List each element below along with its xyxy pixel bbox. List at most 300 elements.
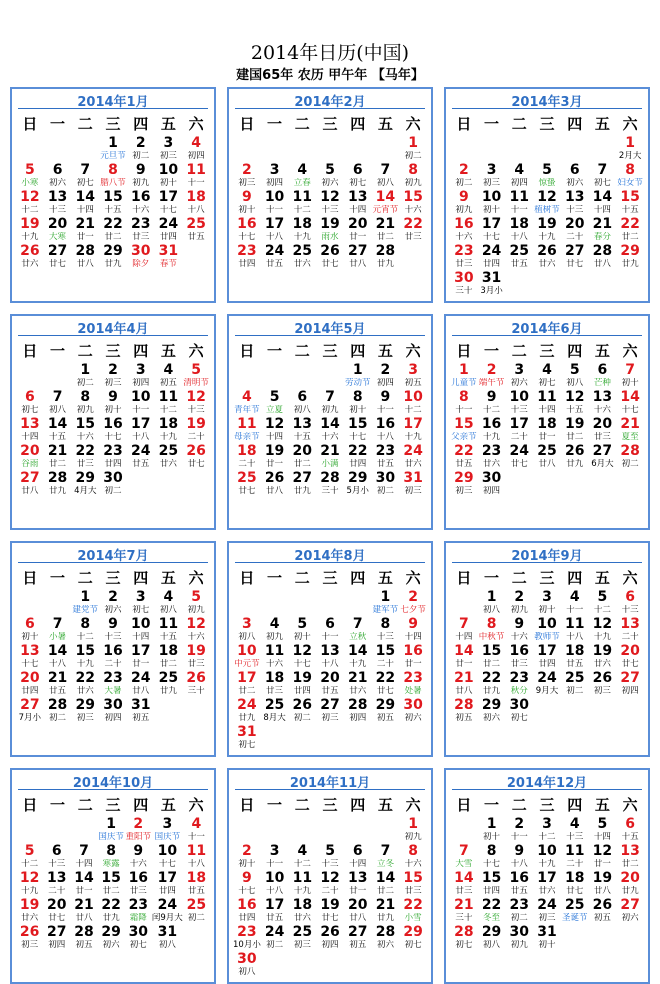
weekday-label: 三 <box>539 342 555 360</box>
day-cell <box>372 244 400 271</box>
weekday-label: 六 <box>622 796 638 814</box>
day-cell <box>99 163 127 190</box>
day-cell <box>288 471 316 498</box>
lunar-label: 十六 <box>404 205 422 215</box>
day-number: 25 <box>264 697 285 713</box>
lunar-label: 廿九 <box>376 259 394 269</box>
day-cell <box>288 444 316 471</box>
weekday-label: 二 <box>511 342 527 360</box>
day-cell <box>450 444 478 471</box>
lunar-label: 廿七 <box>187 459 205 469</box>
lunar-label: 廿六 <box>538 886 556 896</box>
day-grid <box>233 817 427 979</box>
day-number: 20 <box>320 670 340 686</box>
day-number: 8 <box>625 162 635 178</box>
day-cell <box>478 644 506 671</box>
day-cell <box>589 644 617 671</box>
lunar-label: 初十 <box>483 832 501 842</box>
weekday-label: 三 <box>539 569 555 587</box>
day-number: 3 <box>408 362 418 378</box>
day-cell <box>372 444 400 471</box>
day-number: 18 <box>564 870 585 886</box>
day-cell <box>152 925 183 952</box>
day-number: 11 <box>186 162 206 178</box>
lunar-label: 十七 <box>238 232 256 242</box>
lunar-label: 廿二 <box>49 459 67 469</box>
day-cell <box>16 898 43 925</box>
lunar-label: 十四 <box>455 632 473 642</box>
day-number: 8 <box>486 616 497 632</box>
day-cell <box>505 898 533 925</box>
day-number: 24 <box>130 670 151 686</box>
day-number: 8 <box>106 843 116 859</box>
day-number: 21 <box>75 216 96 232</box>
lunar-label: 初四 <box>510 178 528 188</box>
day-cell <box>16 163 44 190</box>
lunar-label: 初四 <box>104 713 122 723</box>
day-number: 28 <box>320 470 340 486</box>
day-number: 17 <box>264 897 285 913</box>
month-title-underline <box>452 335 642 336</box>
lunar-label: 初十 <box>159 178 177 188</box>
month-title-underline <box>18 335 208 336</box>
day-number: 23 <box>375 443 396 459</box>
day-number: 24 <box>157 897 178 913</box>
lunar-label: 二十 <box>376 659 394 669</box>
lunar-label: 廿一 <box>132 659 150 669</box>
lunar-label: 初二 <box>404 151 422 161</box>
day-number: 27 <box>348 924 368 940</box>
day-cell <box>71 190 99 217</box>
day-cell <box>71 444 99 471</box>
day-number: 26 <box>537 243 557 259</box>
day-grid <box>450 363 644 498</box>
day-cell <box>99 363 127 390</box>
lunar-label: 十九 <box>76 659 94 669</box>
lunar-label: 初十 <box>238 205 256 215</box>
lunar-label: 廿一 <box>76 232 94 242</box>
day-number: 9 <box>486 389 497 405</box>
day-cell <box>450 363 478 390</box>
empty-cell <box>289 817 317 844</box>
day-cell <box>70 844 97 871</box>
day-number: 21 <box>454 897 474 913</box>
lunar-label: 初二 <box>621 459 639 469</box>
day-cell <box>288 698 316 725</box>
day-cell <box>261 671 289 698</box>
day-number: 24 <box>481 243 502 259</box>
day-number: 6 <box>352 843 363 859</box>
lunar-label: 廿四 <box>349 459 367 469</box>
day-number: 17 <box>264 216 285 232</box>
day-cell <box>561 898 589 925</box>
day-number: 18 <box>292 897 313 913</box>
day-cell <box>344 925 372 952</box>
day-number: 15 <box>103 189 123 205</box>
day-cell <box>616 644 644 671</box>
day-cell <box>70 925 97 952</box>
day-cell <box>399 471 427 498</box>
day-number: 7 <box>352 616 363 632</box>
day-number: 9 <box>241 189 252 205</box>
day-number: 1 <box>408 816 419 832</box>
day-cell <box>478 417 506 444</box>
day-number: 19 <box>320 216 340 232</box>
day-cell <box>44 417 72 444</box>
lunar-label: 初十 <box>21 632 39 642</box>
day-cell <box>316 898 344 925</box>
day-cell <box>233 925 261 952</box>
day-number: 10 <box>481 189 502 205</box>
empty-cell <box>344 817 372 844</box>
day-number: 30 <box>103 470 123 486</box>
day-number: 14 <box>47 643 68 659</box>
day-number: 21 <box>347 670 368 686</box>
lunar-label: 廿一 <box>349 232 367 242</box>
day-cell <box>450 390 478 417</box>
lunar-label: 立春 <box>293 178 311 188</box>
day-number: 7 <box>52 616 63 632</box>
day-cell <box>152 844 183 871</box>
day-number: 18 <box>158 416 179 432</box>
lunar-label: 初九 <box>132 178 150 188</box>
day-number: 3 <box>162 816 173 832</box>
day-cell <box>155 617 183 644</box>
month-block <box>444 87 650 303</box>
empty-cell <box>505 136 533 163</box>
day-cell <box>450 644 478 671</box>
day-cell <box>372 844 400 871</box>
day-number: 2 <box>242 843 252 859</box>
lunar-label: 妇女节 <box>617 178 643 188</box>
day-cell <box>155 671 183 698</box>
day-cell <box>316 390 344 417</box>
weekday-label: 四 <box>567 342 583 360</box>
day-cell <box>589 590 617 617</box>
day-cell <box>233 644 261 671</box>
day-cell <box>450 698 478 725</box>
weekday-label: 六 <box>188 115 204 133</box>
lunar-label: 十七 <box>293 659 311 669</box>
lunar-label: 初五 <box>75 940 93 950</box>
day-cell <box>98 898 125 925</box>
day-cell <box>127 644 155 671</box>
lunar-label: 寒露 <box>102 859 120 869</box>
lunar-label: 廿四 <box>538 659 556 669</box>
lunar-label: 廿八 <box>132 686 150 696</box>
weekday-label: 日 <box>456 796 472 814</box>
lunar-label: 十五 <box>104 205 122 215</box>
day-number: 3 <box>542 589 552 605</box>
weekday-label: 日 <box>456 115 472 133</box>
day-number: 31 <box>157 924 178 940</box>
day-cell <box>155 217 183 244</box>
day-number: 11 <box>564 843 585 859</box>
lunar-label: 廿五 <box>266 259 284 269</box>
empty-cell <box>561 136 589 163</box>
day-cell <box>450 844 478 871</box>
day-number: 16 <box>237 897 257 913</box>
day-number: 28 <box>454 697 474 713</box>
weekday-label: 五 <box>160 342 176 360</box>
day-cell <box>16 698 44 725</box>
lunar-label: 廿六 <box>293 259 311 269</box>
day-cell <box>561 871 589 898</box>
day-number: 11 <box>158 616 179 632</box>
weekday-label: 四 <box>133 569 149 587</box>
day-number: 20 <box>20 670 40 686</box>
lunar-label: 十九 <box>349 659 367 669</box>
day-cell <box>505 590 533 617</box>
day-cell <box>127 190 155 217</box>
empty-cell <box>233 136 261 163</box>
lunar-label: 初三 <box>455 486 473 496</box>
day-number: 3 <box>135 362 146 378</box>
lunar-label: 初三 <box>483 178 501 188</box>
lunar-label: 廿八 <box>266 486 284 496</box>
day-number: 13 <box>347 189 368 205</box>
day-number: 11 <box>509 189 530 205</box>
day-number: 4 <box>191 135 201 151</box>
lunar-label: 初八 <box>483 605 501 615</box>
day-cell <box>98 871 125 898</box>
day-number: 17 <box>537 643 557 659</box>
lunar-label: 5月小 <box>346 486 369 496</box>
day-cell <box>561 390 589 417</box>
day-cell <box>505 244 533 271</box>
day-number: 1 <box>106 816 116 832</box>
day-cell <box>478 617 506 644</box>
day-cell <box>478 698 506 725</box>
lunar-label: 初七 <box>593 178 611 188</box>
lunar-label: 初六 <box>566 178 584 188</box>
day-number: 5 <box>542 162 552 178</box>
day-number: 1 <box>80 362 91 378</box>
lunar-label: 十二 <box>483 405 501 415</box>
day-cell <box>261 925 289 952</box>
day-cell <box>505 925 533 952</box>
day-cell <box>183 817 210 844</box>
day-cell <box>16 417 44 444</box>
day-number: 10 <box>237 643 257 659</box>
day-cell <box>16 244 44 271</box>
weekday-label: 四 <box>567 569 583 587</box>
day-cell <box>399 363 427 390</box>
day-number: 26 <box>186 670 206 686</box>
lunar-label: 初十 <box>293 632 311 642</box>
day-number: 1 <box>380 589 391 605</box>
weekday-label: 一 <box>267 569 283 587</box>
lunar-label: 小雪 <box>404 913 422 923</box>
day-cell <box>99 471 127 498</box>
day-number: 9 <box>458 189 469 205</box>
lunar-label: 廿七 <box>621 659 639 669</box>
weekday-label: 日 <box>456 342 472 360</box>
weekday-label: 三 <box>322 342 338 360</box>
lunar-label: 大暑 <box>104 686 122 696</box>
day-number: 23 <box>509 897 530 913</box>
day-cell <box>316 698 344 725</box>
lunar-label: 廿二 <box>566 432 584 442</box>
day-number: 14 <box>620 389 640 405</box>
day-number: 21 <box>592 216 613 232</box>
lunar-label: 春分 <box>593 232 611 242</box>
day-cell <box>372 363 400 390</box>
day-cell <box>182 417 210 444</box>
day-number: 11 <box>237 416 257 432</box>
lunar-label: 初八 <box>238 967 256 977</box>
day-cell <box>589 898 617 925</box>
day-number: 25 <box>564 897 585 913</box>
lunar-label: 初二 <box>187 913 205 923</box>
day-number: 8 <box>380 616 391 632</box>
day-cell <box>316 163 344 190</box>
lunar-label: 惊蛰 <box>538 178 556 188</box>
day-cell <box>125 925 152 952</box>
day-number: 20 <box>592 416 613 432</box>
lunar-label: 二十 <box>187 432 205 442</box>
weekday-label: 三 <box>539 796 555 814</box>
weekday-header <box>233 340 427 361</box>
day-number: 17 <box>237 670 257 686</box>
lunar-label: 十一 <box>187 178 205 188</box>
day-cell <box>43 844 70 871</box>
day-number: 22 <box>75 443 96 459</box>
lunar-label: 十八 <box>266 886 284 896</box>
lunar-label: 初三 <box>238 178 256 188</box>
day-grid <box>16 363 210 498</box>
day-number: 4 <box>569 816 580 832</box>
day-number: 26 <box>20 243 40 259</box>
lunar-label: 初七 <box>129 940 147 950</box>
weekday-label: 二 <box>294 342 310 360</box>
day-cell <box>288 617 316 644</box>
day-number: 3 <box>241 616 252 632</box>
day-cell <box>288 244 316 271</box>
day-cell <box>344 471 372 498</box>
lunar-label: 廿三 <box>187 659 205 669</box>
day-cell <box>99 590 127 617</box>
day-number: 8 <box>108 162 118 178</box>
day-cell <box>505 671 533 698</box>
day-cell <box>344 898 372 925</box>
lunar-label: 廿三 <box>593 432 611 442</box>
day-number: 18 <box>264 670 285 686</box>
day-number: 31 <box>537 924 557 940</box>
day-number: 4 <box>514 162 525 178</box>
day-cell <box>43 925 70 952</box>
weekday-header <box>233 113 427 134</box>
day-cell <box>505 817 533 844</box>
day-cell <box>99 671 127 698</box>
day-number: 9 <box>108 389 118 405</box>
day-number: 6 <box>625 816 635 832</box>
day-number: 19 <box>537 216 557 232</box>
day-cell <box>561 417 589 444</box>
weekday-label: 三 <box>105 796 121 814</box>
day-number: 2 <box>108 362 118 378</box>
lunar-label: 夏至 <box>621 432 639 442</box>
day-cell <box>43 898 70 925</box>
day-cell <box>182 163 210 190</box>
lunar-label: 十八 <box>49 659 67 669</box>
day-cell <box>155 136 183 163</box>
lunar-label: 十一 <box>510 205 528 215</box>
day-number: 7 <box>597 162 608 178</box>
day-number: 20 <box>564 216 585 232</box>
day-number: 23 <box>103 443 123 459</box>
weekday-header <box>450 340 644 361</box>
day-cell <box>152 898 183 925</box>
weekday-label: 二 <box>294 115 310 133</box>
day-number: 22 <box>403 897 423 913</box>
day-cell <box>16 390 44 417</box>
day-number: 21 <box>375 216 396 232</box>
day-cell <box>616 444 644 471</box>
day-cell <box>372 163 400 190</box>
weekday-header <box>233 567 427 588</box>
lunar-label: 十三 <box>621 605 639 615</box>
day-cell <box>289 898 317 925</box>
day-cell <box>71 363 99 390</box>
lunar-label: 廿七 <box>510 459 528 469</box>
lunar-label: 初五 <box>376 713 394 723</box>
weekday-label: 一 <box>50 569 66 587</box>
lunar-label: 初八 <box>566 378 584 388</box>
day-number: 22 <box>75 670 96 686</box>
day-cell <box>450 871 478 898</box>
day-number: 17 <box>403 416 423 432</box>
day-cell <box>288 417 316 444</box>
weekday-label: 一 <box>50 342 66 360</box>
day-number: 19 <box>186 416 206 432</box>
day-number: 17 <box>130 416 151 432</box>
lunar-label: 十一 <box>455 405 473 415</box>
lunar-label: 十三 <box>104 632 122 642</box>
day-cell <box>233 671 261 698</box>
day-number: 13 <box>20 416 40 432</box>
day-number: 18 <box>292 216 313 232</box>
day-number: 5 <box>297 616 308 632</box>
day-number: 12 <box>19 870 40 886</box>
day-number: 24 <box>509 443 530 459</box>
day-number: 13 <box>620 616 640 632</box>
day-cell <box>183 898 210 925</box>
day-number: 20 <box>47 216 68 232</box>
empty-cell <box>450 817 478 844</box>
day-cell <box>155 590 183 617</box>
day-number: 12 <box>264 416 285 432</box>
day-number: 20 <box>347 216 368 232</box>
lunar-label: 初七 <box>538 378 556 388</box>
lunar-label: 十四 <box>76 205 94 215</box>
lunar-label: 十六 <box>129 859 147 869</box>
day-number: 22 <box>481 897 502 913</box>
day-cell <box>450 244 478 271</box>
day-cell <box>372 871 400 898</box>
day-number: 14 <box>454 870 474 886</box>
weekday-label: 六 <box>622 342 638 360</box>
day-number: 10 <box>537 616 557 632</box>
lunar-label: 廿八 <box>455 686 473 696</box>
weekday-label: 二 <box>511 115 527 133</box>
day-cell <box>44 390 72 417</box>
empty-cell <box>261 817 289 844</box>
lunar-label: 十五 <box>621 832 639 842</box>
day-cell <box>127 363 155 390</box>
lunar-label: 青年节 <box>234 405 260 415</box>
day-number: 12 <box>292 643 313 659</box>
